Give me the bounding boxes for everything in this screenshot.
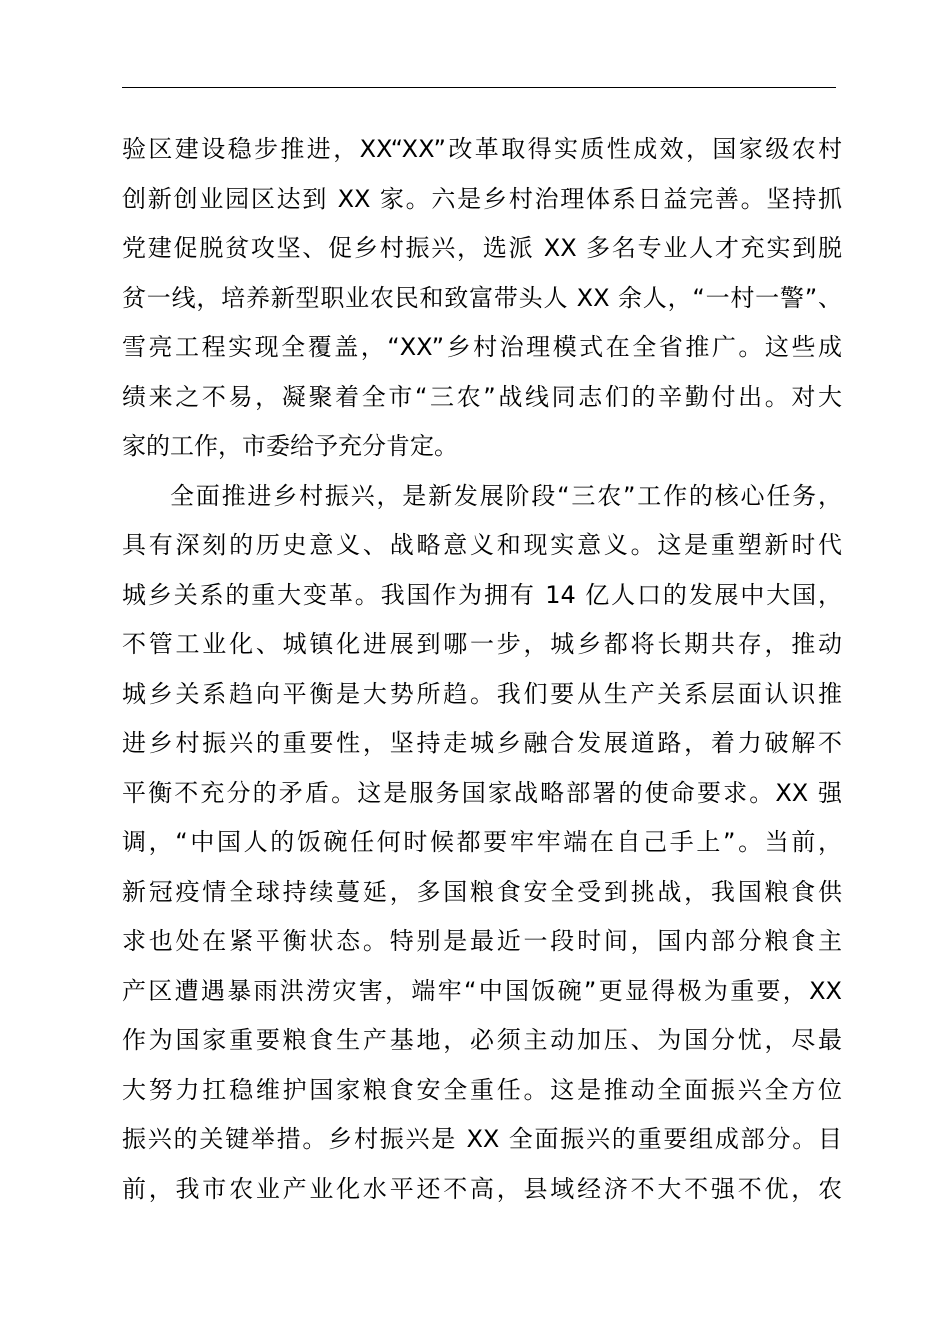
text-line: 平衡不充分的矛盾。这是服务国家战略部署的使命要求。XX 强 xyxy=(122,778,842,807)
text-line: 作为国家重要粮食生产基地，必须主动加压、为国分忧，尽最 xyxy=(122,1026,842,1054)
text-line: 振兴的关键举措。乡村振兴是 XX 全面振兴的重要组成部分。目 xyxy=(122,1125,842,1153)
text-line: 求也处在紧平衡状态。特别是最近一段时间，国内部分粮食主 xyxy=(122,927,842,955)
paragraph-2 xyxy=(122,472,842,1215)
text-line: 家的工作，市委给予充分肯定。 xyxy=(122,432,458,460)
text-line: 创新创业园区达到 XX 家。六是乡村治理体系日益完善。坚持抓 xyxy=(122,184,842,213)
text-line: 前，我市农业产业化水平还不高，县域经济不大不强不优，农 xyxy=(122,1174,842,1203)
text-line: 大努力扛稳维护国家粮食安全重任。这是推动全面振兴全方位 xyxy=(122,1075,842,1104)
text-line: 验区建设稳步推进，XX“XX”改革取得实质性成效，国家级农村 xyxy=(122,135,842,163)
document-body xyxy=(122,125,842,1214)
text-line: 新冠疫情全球持续蔓延，多国粮食安全受到挑战，我国粮食供 xyxy=(122,877,842,906)
text-line: 全面推进乡村振兴，是新发展阶段“三农”工作的核心任务， xyxy=(170,481,842,510)
text-line: 不管工业化、城镇化进展到哪一步，城乡都将长期共存，推动 xyxy=(122,630,842,658)
text-line: 雪亮工程实现全覆盖，“XX”乡村治理模式在全省推广。这些成 xyxy=(122,333,842,361)
paragraph-1 xyxy=(122,125,842,472)
text-line: 绩来之不易，凝聚着全市“三农”战线同志们的辛勤付出。对大 xyxy=(122,382,842,411)
text-line: 调，“中国人的饭碗任何时候都要牢牢端在自己手上”。当前， xyxy=(122,828,842,856)
text-line: 城乡关系趋向平衡是大势所趋。我们要从生产关系层面认识推 xyxy=(122,679,842,708)
text-line: 进乡村振兴的重要性，坚持走城乡融合发展道路，着力破解不 xyxy=(122,729,842,757)
text-line: 具有深刻的历史意义、战略意义和现实意义。这是重塑新时代 xyxy=(122,531,842,559)
text-line: 产区遭遇暴雨洪涝灾害，端牢“中国饭碗”更显得极为重要，XX xyxy=(122,976,842,1005)
header-rule xyxy=(122,87,836,88)
text-line: 城乡关系的重大变革。我国作为拥有 14 亿人口的发展中大国， xyxy=(122,580,842,609)
text-line: 贫一线，培养新型职业农民和致富带头人 XX 余人，“一村一警”、 xyxy=(122,283,842,312)
text-line: 党建促脱贫攻坚、促乡村振兴，选派 XX 多名专业人才充实到脱 xyxy=(122,234,842,262)
